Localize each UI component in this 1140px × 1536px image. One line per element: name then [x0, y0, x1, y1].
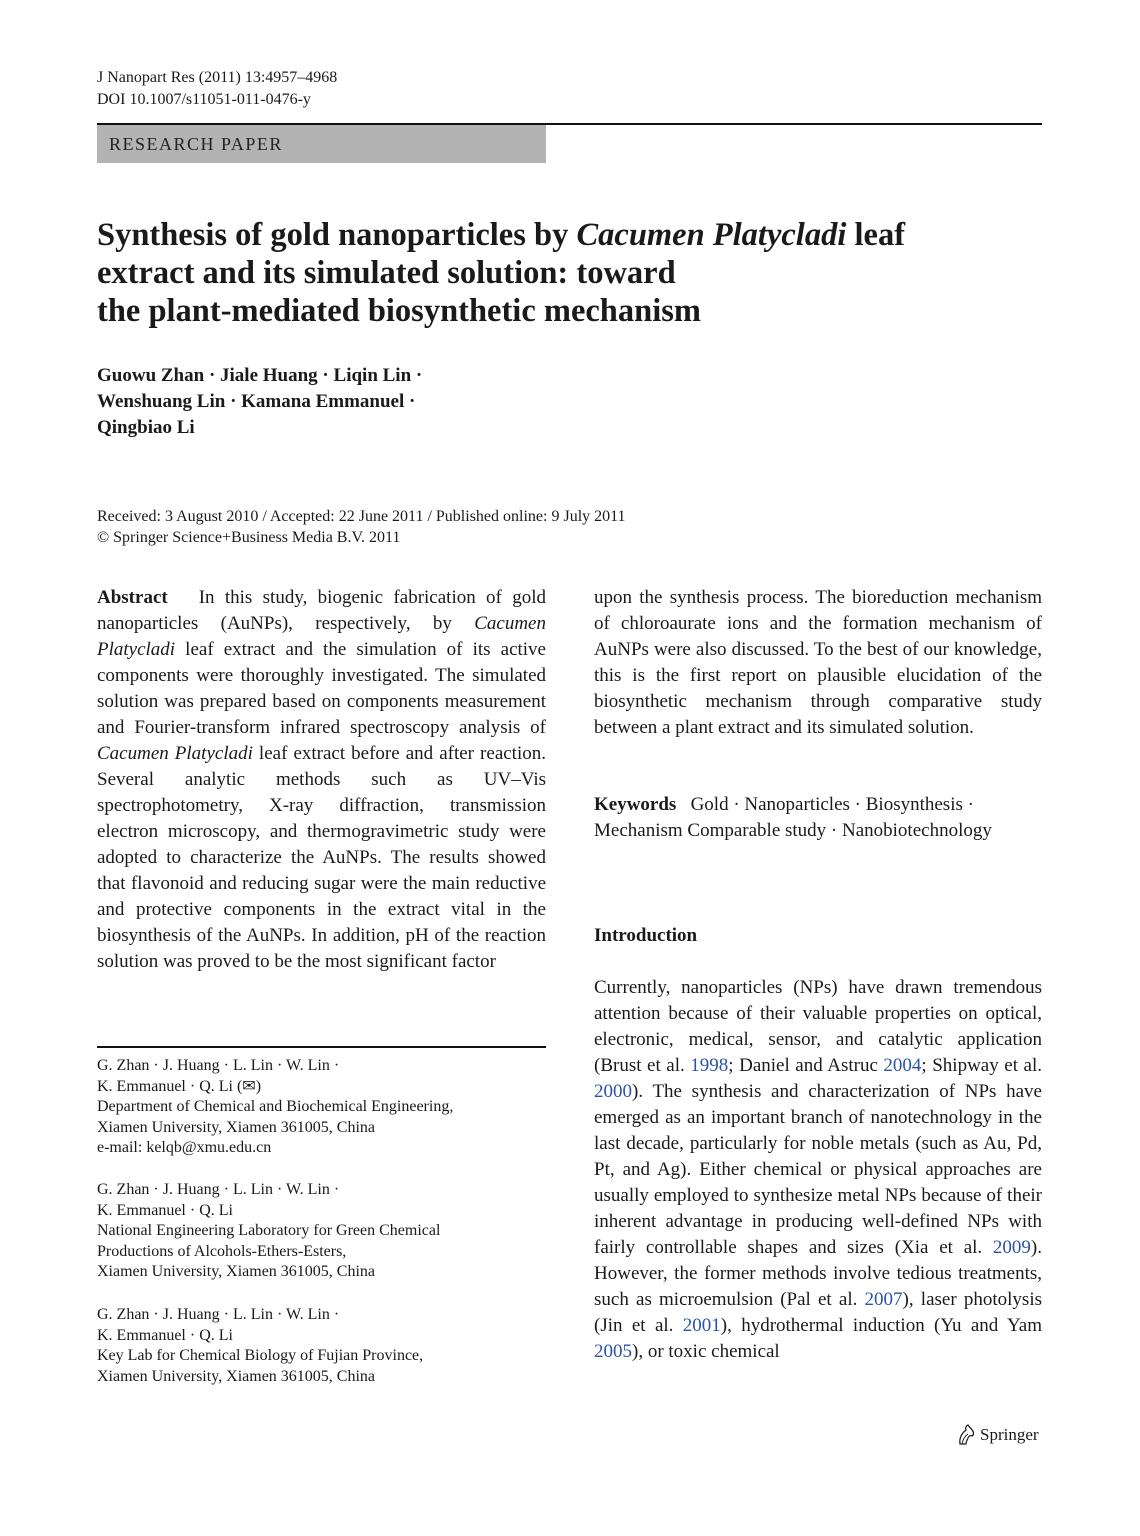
affiliation-names-corresponding: K. Emmanuel · Q. Li (✉) [97, 1077, 262, 1095]
citation-link[interactable]: 2007 [864, 1289, 903, 1310]
affiliation-line: Xiamen University, Xiamen 361005, China [97, 1263, 376, 1280]
abstract [97, 585, 546, 975]
abstract-italic-2: Cacumen Platycladi [97, 743, 253, 764]
intro-text: ), or toxic chemical [632, 1341, 780, 1362]
citation-link[interactable]: 2005 [594, 1341, 632, 1362]
abstract-label: Abstract [97, 587, 168, 608]
title-line1-italic: Cacumen Platycladi [576, 217, 847, 253]
introduction-text [594, 975, 1042, 1365]
section-banner [97, 125, 546, 163]
intro-text: ; Daniel and Astruc [728, 1055, 884, 1076]
journal-citation: J Nanopart Res (2011) 13:4957–4968 [97, 69, 338, 86]
intro-text: ; Shipway et al. [921, 1055, 1042, 1076]
affiliation-line: Productions of Alcohols-Ethers-Esters, [97, 1242, 347, 1260]
publisher-logo [956, 1424, 1039, 1446]
affiliation-names: G. Zhan · J. Huang · L. Lin · W. Lin · [97, 1057, 340, 1074]
title-line1-pre: Synthesis of gold nanoparticles by [97, 217, 577, 253]
affiliation-line: Department of Chemical and Biochemical Engineering, [97, 1098, 454, 1115]
affiliation-2 [97, 1180, 546, 1283]
affiliation-names: G. Zhan · J. Huang · L. Lin · W. Lin · [97, 1181, 340, 1198]
intro-text: ). However, the former methods involve tedious treatments, such as microemulsion (Pal et al. [594, 1237, 1042, 1310]
affiliation-email[interactable]: e-mail: kelqb@xmu.edu.cn [97, 1139, 272, 1156]
authors-line2: Wenshuang Lin · Kamana Emmanuel · [97, 391, 416, 412]
citation-link[interactable]: 2004 [883, 1055, 922, 1076]
citation-link[interactable]: 2000 [594, 1081, 632, 1102]
affiliation-names: K. Emmanuel · Q. Li [97, 1326, 233, 1344]
citation-link[interactable]: 2001 [682, 1315, 721, 1336]
authors-line1: Guowu Zhan · Jiale Huang · Liqin Lin · [97, 365, 423, 386]
keywords [594, 792, 1042, 844]
affiliation-names: G. Zhan · J. Huang · L. Lin · W. Lin · [97, 1306, 340, 1323]
paper-title [97, 216, 1017, 330]
abstract-continued: upon the synthesis process. The bioreduction mechanism of chloroaurate ions and the formation mechanism of AuNPs were also discussed. To the best of our knowledge, this is the first report on plausible elucidation of the biosynthetic mechanism through comparative study between a plant extract and its simulated solution. [594, 587, 1042, 738]
abstract-text-3: leaf extract before and after reaction. Several analytic methods such as UV–Vis spectrophotometry, X-ray diffraction, transmission electron microscopy, and thermogravimetric study were adopted to characterize the AuNPs. The results showed that flavonoid and reducing sugar were the main reductive and protective components in the extract vital in the biosynthesis of the AuNPs. In addition, pH of the reaction solution was proved to be the most significant factor [97, 743, 546, 972]
title-line2: extract and its simulated solution: toward [97, 255, 676, 291]
section-label: RESEARCH PAPER [109, 134, 283, 154]
citation-link[interactable]: 2009 [992, 1237, 1031, 1258]
publisher-name: Springer [980, 1425, 1039, 1444]
article-dates [97, 506, 626, 548]
affiliation-3 [97, 1305, 546, 1387]
springer-horse-icon [956, 1424, 976, 1446]
abstract-italic-1: Cacumen Platycladi [97, 613, 546, 660]
affiliation-1 [97, 1056, 546, 1159]
intro-text: ), hydrothermal induction (Yu and Yam [720, 1315, 1042, 1336]
author-list [97, 363, 422, 441]
affiliation-line: Xiamen University, Xiamen 361005, China [97, 1367, 376, 1385]
affiliation-names-2 [97, 1077, 546, 1098]
citation-link[interactable]: 1998 [690, 1055, 729, 1076]
title-line3: the plant-mediated biosynthetic mechanism [97, 293, 701, 329]
keywords-line2: Mechanism Comparable study · Nanobiotechnology [594, 820, 992, 841]
affiliation-rule [97, 1046, 546, 1048]
keywords-line1: Gold · Nanoparticles · Biosynthesis · [690, 794, 974, 815]
history-dates: Received: 3 August 2010 / Accepted: 22 June 2011 / Published online: 9 July 2011 [97, 508, 626, 525]
copyright: © Springer Science+Business Media B.V. 2011 [97, 529, 401, 546]
affiliation-line: National Engineering Laboratory for Green Chemical [97, 1222, 441, 1239]
abstract-text-1: In this study, biogenic fabrication of gold nanoparticles (AuNPs), respectively, by [97, 587, 546, 634]
abstract-text-2: leaf extract and the simulation of its active components were thoroughly investigated. The simulated solution was prepared based on components measurement and Fourier-transform infrared spectroscopy analysis of [97, 639, 546, 738]
authors-line3: Qingbiao Li [97, 417, 195, 438]
affiliation-line: Xiamen University, Xiamen 361005, China [97, 1118, 376, 1136]
journal-doi: DOI 10.1007/s11051-011-0476-y [97, 91, 311, 108]
affiliation-names: K. Emmanuel · Q. Li [97, 1201, 233, 1219]
affiliation-line: Key Lab for Chemical Biology of Fujian Province, [97, 1347, 424, 1364]
keywords-label: Keywords [594, 794, 677, 815]
intro-text: ). The synthesis and characterization of NPs have emerged as an important branch of nanotechnology in the last decade, particularly for noble metals (such as Au, Pd, Pt, and Ag). Either chemical or physical approaches are usually employed to synthesize metal NPs because of their inherent advantage in producing well-defined NPs with fairly controllable shapes and sizes (Xia et al. [594, 1081, 1042, 1258]
intro-text: Currently, nanoparticles (NPs) have drawn tremendous attention because of their valuable properties on optical, electronic, medical, sensor, and catalytic application (Brust et al. [594, 977, 1042, 1076]
intro-text: ), laser photolysis (Jin et al. [594, 1289, 1042, 1336]
introduction-heading: Introduction [594, 925, 698, 946]
title-line1-post: leaf [846, 217, 906, 253]
